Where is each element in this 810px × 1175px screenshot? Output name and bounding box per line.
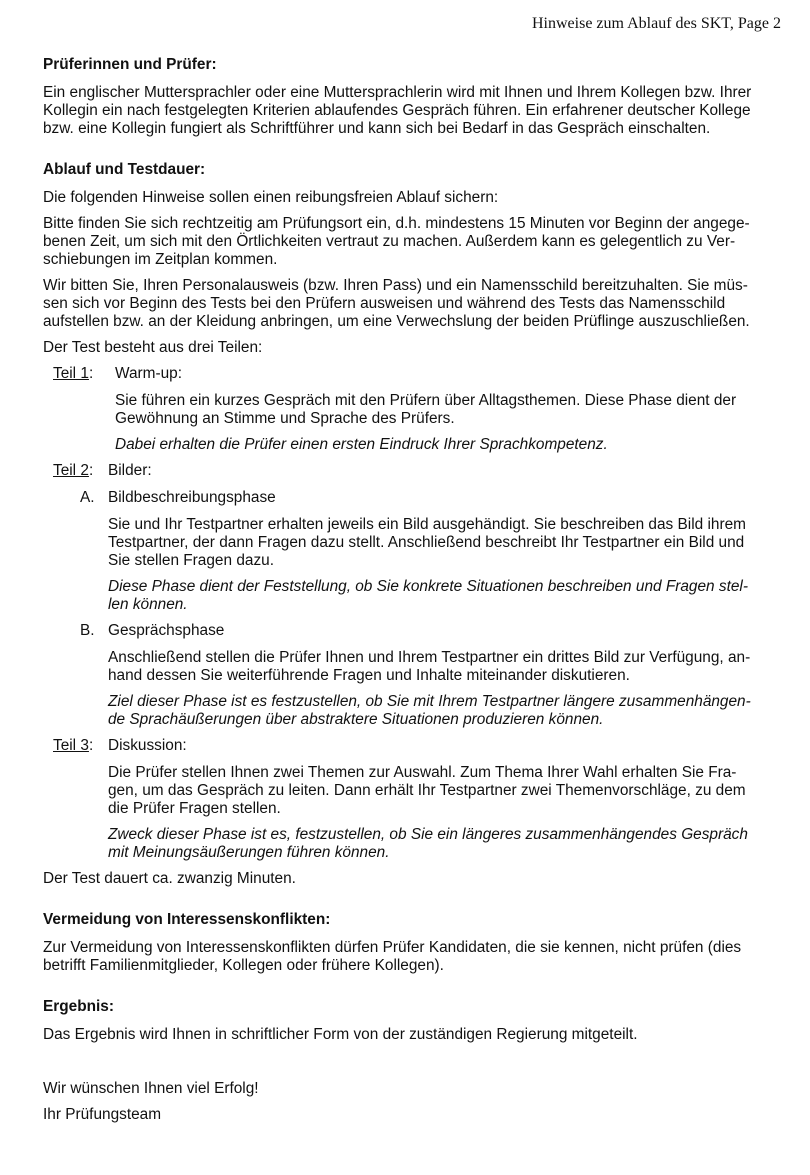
konflikte-paragraph <box>43 939 778 975</box>
section-heading-ablauf: Ablauf und Testdauer: <box>43 161 206 178</box>
section-heading-konflikte: Vermeidung von Interessenskonflikten: <box>43 911 331 928</box>
teil2-row <box>43 462 778 480</box>
teil1-note: Dabei erhalten die Prüfer einen ersten Eindruck Ihrer Sprachkompetenz. <box>115 436 608 453</box>
ablauf-intro: Die folgenden Hinweise sollen einen reibungsfreien Ablauf sichern: <box>43 189 499 206</box>
text-line: benen Zeit, um sich mit den Örtlichkeiten vertraut zu machen. Außerdem kann es gelegentlich zu Ver- <box>43 233 736 250</box>
text-line: Diese Phase dient der Feststellung, ob Sie konkrete Situationen beschreiben und Fragen stel- <box>108 578 748 595</box>
closing-signature: Ihr Prüfungsteam <box>43 1106 162 1123</box>
teil3-note <box>43 826 778 862</box>
text-line: Bitte finden Sie sich rechtzeitig am Prüfungsort ein, d.h. mindestens 15 Minuten vor Beginn der angege- <box>43 215 750 232</box>
text-line: Anschließend stellen die Prüfer Ihnen und Ihrem Testpartner ein drittes Bild zur Verfügung, an- <box>108 649 751 666</box>
teil2-b-row <box>43 622 778 640</box>
text-line: Wir bitten Sie, Ihren Personalausweis (bzw. Ihren Pass) und ein Namensschild bereitzuhalten. Sie müs- <box>43 277 748 294</box>
text-line: de Sprachäußerungen über abstraktere Situationen produzieren können. <box>108 711 604 728</box>
ablauf-paragraph-arrival <box>43 215 778 269</box>
text-line: Ziel dieser Phase ist es festzustellen, ob Sie mit Ihrem Testpartner längere zusammenhängen- <box>108 693 751 710</box>
text-line: Zweck dieser Phase ist es, festzustellen, ob Sie ein längeres zusammenhängendes Gespräch <box>108 826 748 843</box>
text-line: Sie und Ihr Testpartner erhalten jeweils ein Bild ausgehändigt. Sie beschreiben das Bild ihrem <box>108 516 746 533</box>
test-duration: Der Test dauert ca. zwanzig Minuten. <box>43 870 296 887</box>
text-line: Sie führen ein kurzes Gespräch mit den Prüfern über Alltagsthemen. Diese Phase dient der <box>115 392 737 409</box>
text-line: len können. <box>108 596 188 613</box>
ablauf-paragraph-id <box>43 277 778 331</box>
text-line: Gewöhnung an Stimme und Sprache des Prüfers. <box>115 410 455 427</box>
teil3-row <box>43 737 778 755</box>
teil3-colon: : <box>88 737 94 754</box>
teil2-b-title: Gesprächsphase <box>108 622 225 639</box>
teil2-a-description <box>43 516 778 570</box>
text-line: aufstellen bzw. an der Kleidung anbringen, um eine Verwechslung der beiden Prüflinge auszuschließen. <box>43 313 750 330</box>
text-line: bzw. eine Kollegin fungiert als Schriftführer und kann sich bei Bedarf in das Gespräch einschalten. <box>43 120 711 137</box>
text-line: die Prüfer Fragen stellen. <box>108 800 281 817</box>
teil2-b-description <box>43 649 778 685</box>
teil2-a-note <box>43 578 778 614</box>
teil3-description <box>43 764 778 818</box>
section-heading-ergebnis: Ergebnis: <box>43 998 114 1015</box>
teil1-colon: : <box>88 365 94 382</box>
closing-wish: Wir wünschen Ihnen viel Erfolg! <box>43 1080 259 1097</box>
teil1-row <box>43 365 778 383</box>
teil3-title: Diskussion: <box>108 737 187 754</box>
document-body <box>43 56 778 1132</box>
text-line: Kollegin ein nach festgelegten Kriterien ablaufendes Gespräch führen. Ein erfahrener deutscher Kollege <box>43 102 751 119</box>
section-heading-pruefer: Prüferinnen und Prüfer: <box>43 56 217 73</box>
page-header: Hinweise zum Ablauf des SKT, Page 2 <box>532 15 781 32</box>
teil2-label: Teil 2 <box>53 462 89 479</box>
teil2-a-row <box>43 489 778 507</box>
text-line: Zur Vermeidung von Interessenskonflikten dürfen Prüfer Kandidaten, die sie kennen, nicht prüfen (dies <box>43 939 742 956</box>
teil2-colon: : <box>88 462 94 479</box>
text-line: betrifft Familienmitglieder, Kollegen oder frühere Kollegen). <box>43 957 444 974</box>
ergebnis-paragraph: Das Ergebnis wird Ihnen in schriftlicher Form von der zuständigen Regierung mitgeteilt. <box>43 1026 638 1043</box>
teil2-b-note <box>43 693 778 729</box>
teil1-title: Warm-up: <box>115 365 182 382</box>
text-line: schiebungen im Zeitplan kommen. <box>43 251 278 268</box>
pruefer-paragraph <box>43 84 778 138</box>
text-line: mit Meinungsäußerungen führen können. <box>108 844 390 861</box>
text-line: gen, um das Gespräch zu leiten. Dann erhält Ihr Testpartner zwei Themenvorschläge, zu dem <box>108 782 746 799</box>
teil1-label: Teil 1 <box>53 365 89 382</box>
text-line: Ein englischer Muttersprachler oder eine Muttersprachlerin wird mit Ihnen und Ihrem Kollegen bzw. Ihrer <box>43 84 752 101</box>
text-line: Die Prüfer stellen Ihnen zwei Themen zur Auswahl. Zum Thema Ihrer Wahl erhalten Sie Fra- <box>108 764 737 781</box>
text-line: Testpartner, der dann Fragen dazu stellt. Anschließend beschreibt Ihr Testpartner ein Bild und <box>108 534 745 551</box>
teil1-description <box>43 392 778 428</box>
teil2-b-letter: B. <box>80 622 95 639</box>
text-line: Sie stellen Fragen dazu. <box>108 552 274 569</box>
text-line: hand dessen Sie weiterführende Fragen und Inhalte miteinander diskutieren. <box>108 667 630 684</box>
parts-intro: Der Test besteht aus drei Teilen: <box>43 339 263 356</box>
teil2-title: Bilder: <box>108 462 152 479</box>
teil3-label: Teil 3 <box>53 737 89 754</box>
teil2-a-title: Bildbeschreibungsphase <box>108 489 276 506</box>
teil2-a-letter: A. <box>80 489 95 506</box>
text-line: sen sich vor Beginn des Tests bei den Prüfern ausweisen und während des Tests das Namensschild <box>43 295 726 312</box>
